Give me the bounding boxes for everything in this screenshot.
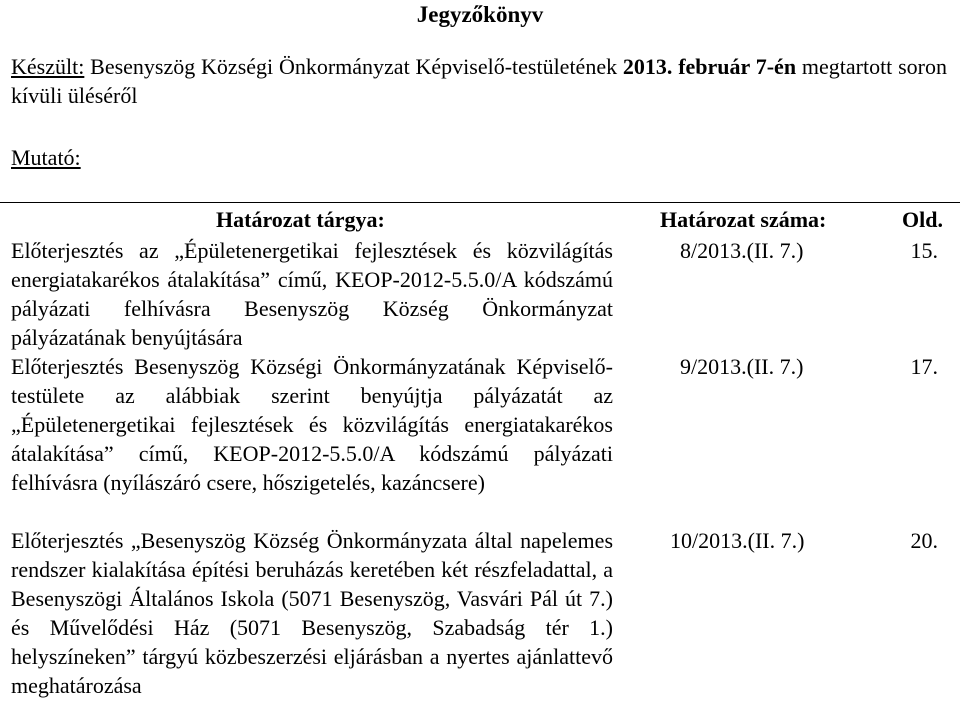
row-page: 17. [910, 354, 938, 379]
intro-paragraph [11, 52, 947, 110]
index-label: Mutató: [11, 145, 81, 170]
row-subject: Előterjesztés az „Épületenergetikai fejlesztések és közvilágítás energiatakarékos átalakítása” című, KEOP-2012-5.5.0/A kódszámú pályázati felhívásra Besenyszög Község Önkormányzat pályázatának benyújtására [11, 238, 613, 350]
header-page: Old. [902, 207, 943, 232]
row-number: 10/2013.(II. 7.) [670, 528, 805, 553]
row-page: 15. [910, 238, 938, 263]
row-subject: Előterjesztés Besenyszög Községi Önkormányzatának Képviselő-testülete az alábbiak szerint benyújtja pályázatát az „Épületenergetikai fejlesztések és közvilágítás energiatakarékos átalakítása” című, KEOP-2012-5.5.0/A kódszámú pályázati felhívásra (nyílászáró csere, hőszigetelés, kazáncsere) [11, 354, 613, 495]
header-number: Határozat száma: [660, 207, 827, 232]
header-subject: Határozat tárgya: [216, 207, 385, 232]
row-page: 20. [910, 528, 938, 553]
table-top-rule [0, 202, 960, 203]
intro-prefix: Készült: [11, 54, 85, 79]
intro-text: Besenyszög Községi Önkormányzat Képviselő-testületének [90, 54, 618, 79]
intro-suffix: megtartott soron kívüli üléséről [11, 54, 947, 108]
row-number: 9/2013.(II. 7.) [680, 354, 804, 379]
row-subject: Előterjesztés „Besenyszög Község Önkormányzata által napelemes rendszer kialakítása építési beruházás keretében két részfeladattal, a Besenyszögi Általános Iskola (5071 Besenyszög, Vasvári Pál út 7.) és Művelődési Ház (5071 Besenyszög, Szabadság tér 1.) helyszíneken” tárgyú közbeszerzési eljárásban a nyertes ajánlattevő meghatározása [11, 528, 613, 698]
intro-date: 2013. február 7-én [622, 54, 797, 79]
row-number: 8/2013.(II. 7.) [680, 238, 804, 263]
document-title: Jegyzőkönyv [416, 2, 544, 27]
